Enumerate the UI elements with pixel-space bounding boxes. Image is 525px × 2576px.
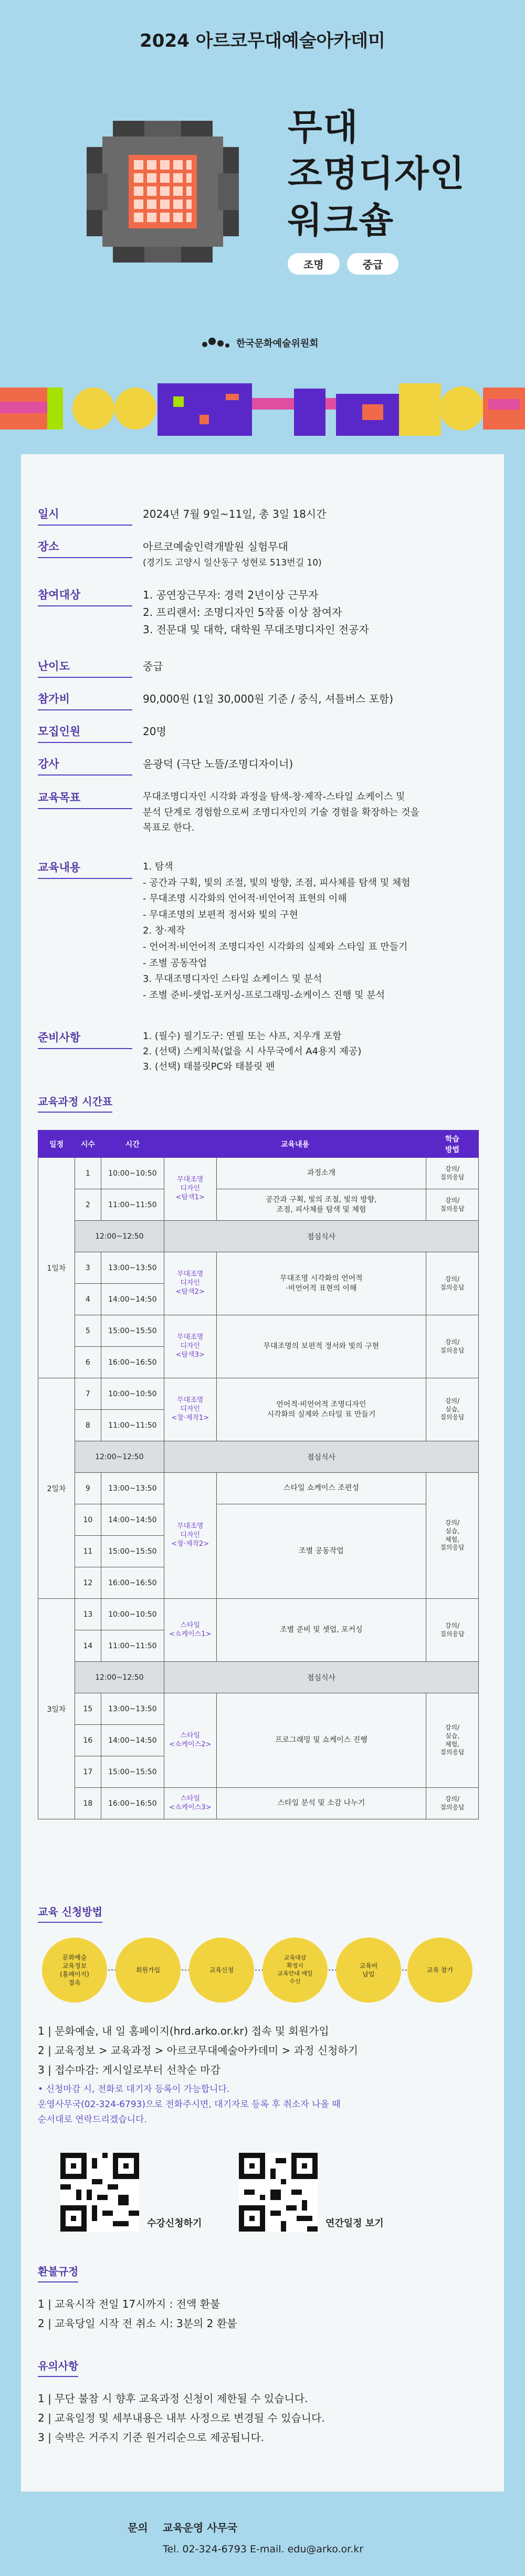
content-cell: 무대조명의 보편적 정서와 빛의 구현 bbox=[216, 1315, 426, 1378]
time-cell: 11:00~11:50 bbox=[101, 1189, 164, 1221]
time-cell: 12:00~12:50 bbox=[75, 1441, 164, 1473]
info-line: 2. 프리랜서: 조명디자인 5작품 이상 참여자 bbox=[143, 606, 342, 619]
flow-step: 회원가입 bbox=[116, 1938, 181, 2003]
table-row bbox=[38, 1693, 479, 1725]
table-row bbox=[38, 1504, 479, 1536]
info-line: 분석 단계로 경험함으로써 조명디자인의 기술 경험을 확장하는 것을 bbox=[143, 807, 419, 818]
header-hours: 시수 bbox=[75, 1130, 101, 1158]
lunch-cell: 점심식사 bbox=[164, 1221, 478, 1252]
method-cell: 강의/ 질의응답 bbox=[426, 1158, 479, 1189]
time-cell: 13:00~13:50 bbox=[101, 1473, 164, 1504]
info-line: 윤광덕 (극단 노뜰/조명디자이너) bbox=[143, 758, 293, 770]
hour-cell: 4 bbox=[75, 1284, 101, 1315]
info-line: 2. 창·제작 bbox=[143, 925, 185, 937]
qr-code-icon[interactable] bbox=[60, 2153, 139, 2232]
info-label: 모집인원 bbox=[38, 723, 132, 743]
info-label: 난이도 bbox=[38, 658, 132, 678]
top-title: 2024 아르코무대예술아카데미 bbox=[140, 30, 385, 51]
info-line: 무대조명디자인 시각화 과정을 탐색-창·제작-스타일 쇼케이스 및 bbox=[143, 791, 405, 802]
apply-step: 1 | 문화예술, 내 일 홈페이지(hrd.arko.or.kr) 접속 및 회원가입 bbox=[38, 2025, 329, 2037]
hour-cell: 11 bbox=[75, 1536, 101, 1567]
refund-section-title: 환불규정 bbox=[38, 2263, 78, 2282]
info-label: 참가비 bbox=[38, 690, 132, 710]
info-label: 준비사항 bbox=[38, 1029, 132, 1049]
time-cell: 10:00~10:50 bbox=[101, 1599, 164, 1630]
table-row-break bbox=[38, 1662, 479, 1693]
info-label: 일시 bbox=[38, 506, 132, 526]
organization-logo bbox=[200, 336, 319, 350]
workshop-title bbox=[288, 105, 498, 244]
section-cell: 무대조명 디자인 <창·제작1> bbox=[164, 1378, 216, 1441]
note-line: 운영사무국(02-324-6793)으로 전화주시면, 대기자로 등록 후 취소자 나올 때 bbox=[38, 2099, 341, 2110]
time-cell: 14:00~14:50 bbox=[101, 1725, 164, 1756]
apply-note bbox=[38, 2082, 468, 2128]
section-cell: 무대조명 디자인 <탐색3> bbox=[164, 1315, 216, 1378]
info-line: 3. 전문대 및 대학, 대학원 무대조명디자인 전공자 bbox=[143, 623, 369, 636]
info-value bbox=[143, 1029, 468, 1074]
method-cell: 강의/ 실습, 체험, 질의응답 bbox=[426, 1473, 479, 1599]
hour-cell: 18 bbox=[75, 1788, 101, 1819]
title-line: 워크숍 bbox=[288, 200, 395, 242]
apply-flow bbox=[42, 1938, 472, 2016]
content-cell: 스타일 분석 및 소감 나누기 bbox=[216, 1788, 426, 1819]
level-badge: 중급 bbox=[347, 253, 399, 275]
flow-step: 교육신청 bbox=[189, 1938, 254, 2003]
section-cell: 무대조명 디자인 <창·제작2> bbox=[164, 1473, 216, 1599]
info-line: 목표로 한다. bbox=[143, 822, 195, 834]
decorative-pattern-strip bbox=[0, 373, 525, 436]
info-value bbox=[143, 859, 468, 1003]
caution-list bbox=[38, 2389, 468, 2447]
info-line: 아르코예술인력개발원 실험무대 bbox=[143, 540, 288, 553]
info-line: 90,000원 (1일 30,000원 기준 / 중식, 셔틀버스 포함) bbox=[143, 693, 394, 705]
table-row bbox=[38, 1189, 479, 1221]
hour-cell: 14 bbox=[75, 1630, 101, 1662]
flow-step: 교육비 납입 bbox=[336, 1938, 401, 2003]
footer bbox=[0, 2499, 525, 2576]
hour-cell: 5 bbox=[75, 1315, 101, 1347]
info-line: (경기도 고양시 일산동구 성현로 513번길 10) bbox=[143, 558, 322, 568]
time-cell: 16:00~16:50 bbox=[101, 1347, 164, 1378]
time-cell: 15:00~15:50 bbox=[101, 1315, 164, 1347]
schedule-header-row bbox=[38, 1130, 479, 1158]
schedule-section-title: 교육과정 시간표 bbox=[38, 1093, 112, 1113]
badges bbox=[288, 253, 398, 275]
info-value bbox=[143, 756, 468, 773]
time-cell: 11:00~11:50 bbox=[101, 1410, 164, 1441]
info-line: 1. 탐색 bbox=[143, 861, 173, 872]
time-cell: 10:00~10:50 bbox=[101, 1378, 164, 1410]
time-cell: 14:00~14:50 bbox=[101, 1284, 164, 1315]
hour-cell: 9 bbox=[75, 1473, 101, 1504]
hour-cell: 7 bbox=[75, 1378, 101, 1410]
hour-cell: 12 bbox=[75, 1567, 101, 1599]
category-badge: 조명 bbox=[288, 253, 340, 275]
time-cell: 12:00~12:50 bbox=[75, 1662, 164, 1693]
info-line: 1. 공연장근무자: 경력 2년이상 근무자 bbox=[143, 589, 319, 601]
apply-step: 3 | 접수마감: 게시일로부터 선착순 마감 bbox=[38, 2064, 220, 2076]
header-content: 교육내용 bbox=[164, 1130, 426, 1158]
info-line: - 무대조명의 보편적 정서와 빛의 구현 bbox=[143, 909, 298, 920]
footer-office: 교육운영 사무국 bbox=[163, 2521, 238, 2534]
organization-name: 한국문화예술위원회 bbox=[236, 338, 319, 349]
refund-item: 2 | 교육당일 시작 전 취소 시: 3분의 2 환불 bbox=[38, 2317, 237, 2330]
time-cell: 15:00~15:50 bbox=[101, 1756, 164, 1788]
hour-cell: 3 bbox=[75, 1252, 101, 1284]
caution-item: 3 | 숙박은 거주지 기준 원거리순으로 제공됩니다. bbox=[38, 2431, 265, 2444]
title-line: 조명디자인 bbox=[288, 153, 466, 195]
info-line: 3. 무대조명디자인 스타일 쇼케이스 및 분석 bbox=[143, 973, 322, 985]
content-cell: 조별 공동작업 bbox=[216, 1504, 426, 1599]
info-label: 교육내용 bbox=[38, 859, 132, 879]
header-method: 학습 방법 bbox=[426, 1130, 479, 1158]
time-cell: 13:00~13:50 bbox=[101, 1252, 164, 1284]
time-cell: 10:00~10:50 bbox=[101, 1158, 164, 1189]
content-cell: 언어적·비언어적 조명디자인 시각화의 실제와 스타일 표 만들기 bbox=[216, 1378, 426, 1441]
table-row-break bbox=[38, 1441, 479, 1473]
info-line: 1. (필수) 필기도구: 연필 또는 샤프, 지우개 포함 bbox=[143, 1031, 342, 1042]
info-value bbox=[143, 587, 468, 638]
refund-item: 1 | 교육시작 전일 17시까지 : 전액 환불 bbox=[38, 2298, 220, 2310]
time-cell: 11:00~11:50 bbox=[101, 1630, 164, 1662]
table-row-break bbox=[38, 1221, 479, 1252]
content-cell: 무대조명 시각화의 언어적 ·비언어적 표현의 이해 bbox=[216, 1252, 426, 1315]
method-cell: 강의/ 질의응답 bbox=[426, 1599, 479, 1662]
info-line: - 무대조명 시각화의 언어적·비언어적 표현의 이해 bbox=[143, 893, 347, 905]
day-cell: 1일차 bbox=[38, 1158, 75, 1378]
info-label: 강사 bbox=[38, 756, 132, 776]
note-line: 순서대로 연락드리겠습니다. bbox=[38, 2114, 147, 2125]
table-row bbox=[38, 1315, 479, 1347]
info-label: 교육목표 bbox=[38, 789, 132, 809]
qr-code-icon[interactable] bbox=[239, 2153, 318, 2232]
time-cell: 12:00~12:50 bbox=[75, 1221, 164, 1252]
title-line: 무대 bbox=[288, 107, 359, 149]
hour-cell: 2 bbox=[75, 1189, 101, 1221]
method-cell: 강의/ 실습, 질의응답 bbox=[426, 1378, 479, 1441]
footer-contact: Tel. 02-324-6793 E-mail. edu@arko.or.kr bbox=[163, 2543, 364, 2555]
info-value bbox=[143, 789, 468, 836]
table-row bbox=[38, 1158, 479, 1189]
hour-cell: 1 bbox=[75, 1158, 101, 1189]
time-cell: 16:00~16:50 bbox=[101, 1788, 164, 1819]
info-value bbox=[143, 658, 468, 675]
info-line: - 조별 준비-셋업-포커싱-프로그래밍-쇼케이스 진행 및 분석 bbox=[143, 989, 385, 1001]
info-line: 중급 bbox=[143, 660, 163, 673]
info-line: - 공간과 구획, 빛의 조절, 빛의 방향, 조점, 피사체를 탐색 및 체험 bbox=[143, 877, 411, 888]
header-time: 시간 bbox=[101, 1130, 164, 1158]
hour-cell: 6 bbox=[75, 1347, 101, 1378]
header-day: 일정 bbox=[38, 1130, 75, 1158]
hour-cell: 10 bbox=[75, 1504, 101, 1536]
footer-label: 문의 bbox=[128, 2521, 148, 2534]
info-line: - 언어적·비언어적 조명디자인 시각화의 실제와 스타일 표 만들기 bbox=[143, 941, 408, 952]
content-cell: 과정소개 bbox=[216, 1158, 426, 1189]
info-value bbox=[143, 723, 468, 740]
info-line: 3. (선택) 태블릿PC와 태블릿 펜 bbox=[143, 1061, 275, 1072]
info-line: 2. (선택) 스케치북(없을 시 사무국에서 A4용지 제공) bbox=[143, 1045, 362, 1057]
hour-cell: 17 bbox=[75, 1756, 101, 1788]
info-line: - 조별 공동작업 bbox=[143, 957, 207, 969]
caution-section-title: 유의사항 bbox=[38, 2358, 78, 2377]
arko-logo-icon bbox=[200, 336, 231, 350]
info-label: 참여대상 bbox=[38, 587, 132, 606]
lunch-cell: 점심식사 bbox=[164, 1441, 478, 1473]
lunch-cell: 점심식사 bbox=[164, 1662, 478, 1693]
content-cell: 조별 준비 및 셋업, 포커싱 bbox=[216, 1599, 426, 1662]
stage-lighting-logo-icon bbox=[81, 116, 244, 268]
info-label: 장소 bbox=[38, 538, 132, 558]
apply-step: 2 | 교육정보 > 교육과정 > 아르코무대예술아카데미 > 과정 신청하기 bbox=[38, 2044, 358, 2057]
info-value bbox=[143, 538, 468, 570]
method-cell: 강의/ 실습, 체험, 질의응답 bbox=[426, 1693, 479, 1788]
day-cell: 2일차 bbox=[38, 1378, 75, 1599]
apply-section-title: 교육 신청방법 bbox=[38, 1903, 102, 1923]
time-cell: 15:00~15:50 bbox=[101, 1536, 164, 1567]
qr-label: 연간일정 보기 bbox=[326, 2218, 384, 2229]
apply-steps bbox=[38, 2022, 468, 2080]
flow-step: 교육 참가 bbox=[407, 1938, 472, 2003]
time-cell: 13:00~13:50 bbox=[101, 1693, 164, 1725]
content-cell: 프로그래밍 및 쇼케이스 진행 bbox=[216, 1693, 426, 1788]
table-row bbox=[38, 1788, 479, 1819]
time-cell: 14:00~14:50 bbox=[101, 1504, 164, 1536]
table-row bbox=[38, 1473, 479, 1504]
section-cell: 스타일 <쇼케이스3> bbox=[164, 1788, 216, 1819]
time-cell: 16:00~16:50 bbox=[101, 1567, 164, 1599]
info-value bbox=[143, 506, 468, 523]
hour-cell: 16 bbox=[75, 1725, 101, 1756]
flow-step: 교육대상 확정시 교육안내 메일 수신 bbox=[262, 1938, 328, 2003]
table-row bbox=[38, 1599, 479, 1630]
section-cell: 무대조명 디자인 <탐색2> bbox=[164, 1252, 216, 1315]
day-cell: 3일차 bbox=[38, 1599, 75, 1819]
caution-item: 1 | 무단 불참 시 향후 교육과정 신청이 제한될 수 있습니다. bbox=[38, 2392, 308, 2405]
flow-step: 문화예술 교육정보 (홈페이지) 접속 bbox=[42, 1938, 107, 2003]
note-line: • 신청마감 시, 전화로 대기자 등록이 가능합니다. bbox=[38, 2084, 230, 2095]
caution-item: 2 | 교육일정 및 세부내용은 내부 사정으로 변경될 수 있습니다. bbox=[38, 2412, 325, 2424]
info-line: 2024년 7월 9일~11일, 총 3일 18시간 bbox=[143, 508, 327, 520]
section-cell: 스타일 <쇼케이스2> bbox=[164, 1693, 216, 1788]
method-cell: 강의/ 질의응답 bbox=[426, 1252, 479, 1315]
method-cell: 강의/ 질의응답 bbox=[426, 1189, 479, 1221]
hour-cell: 8 bbox=[75, 1410, 101, 1441]
method-cell: 강의/ 질의응답 bbox=[426, 1788, 479, 1819]
content-cell: 공간과 구획, 빛의 조절, 빛의 방향, 조점, 피사체를 탐색 및 체험 bbox=[216, 1189, 426, 1221]
section-cell: 스타일 <쇼케이스1> bbox=[164, 1599, 216, 1662]
content-cell: 스타일 쇼케이스 조편성 bbox=[216, 1473, 426, 1504]
info-value bbox=[143, 690, 468, 708]
schedule-table bbox=[38, 1130, 479, 1819]
qr-label: 수강신청하기 bbox=[147, 2218, 202, 2229]
refund-list bbox=[38, 2295, 468, 2333]
hour-cell: 15 bbox=[75, 1693, 101, 1725]
section-cell: 무대조명 디자인 <탐색1> bbox=[164, 1158, 216, 1221]
table-row bbox=[38, 1252, 479, 1284]
table-row bbox=[38, 1378, 479, 1410]
info-line: 20명 bbox=[143, 725, 166, 738]
hour-cell: 13 bbox=[75, 1599, 101, 1630]
method-cell: 강의/ 질의응답 bbox=[426, 1315, 479, 1378]
